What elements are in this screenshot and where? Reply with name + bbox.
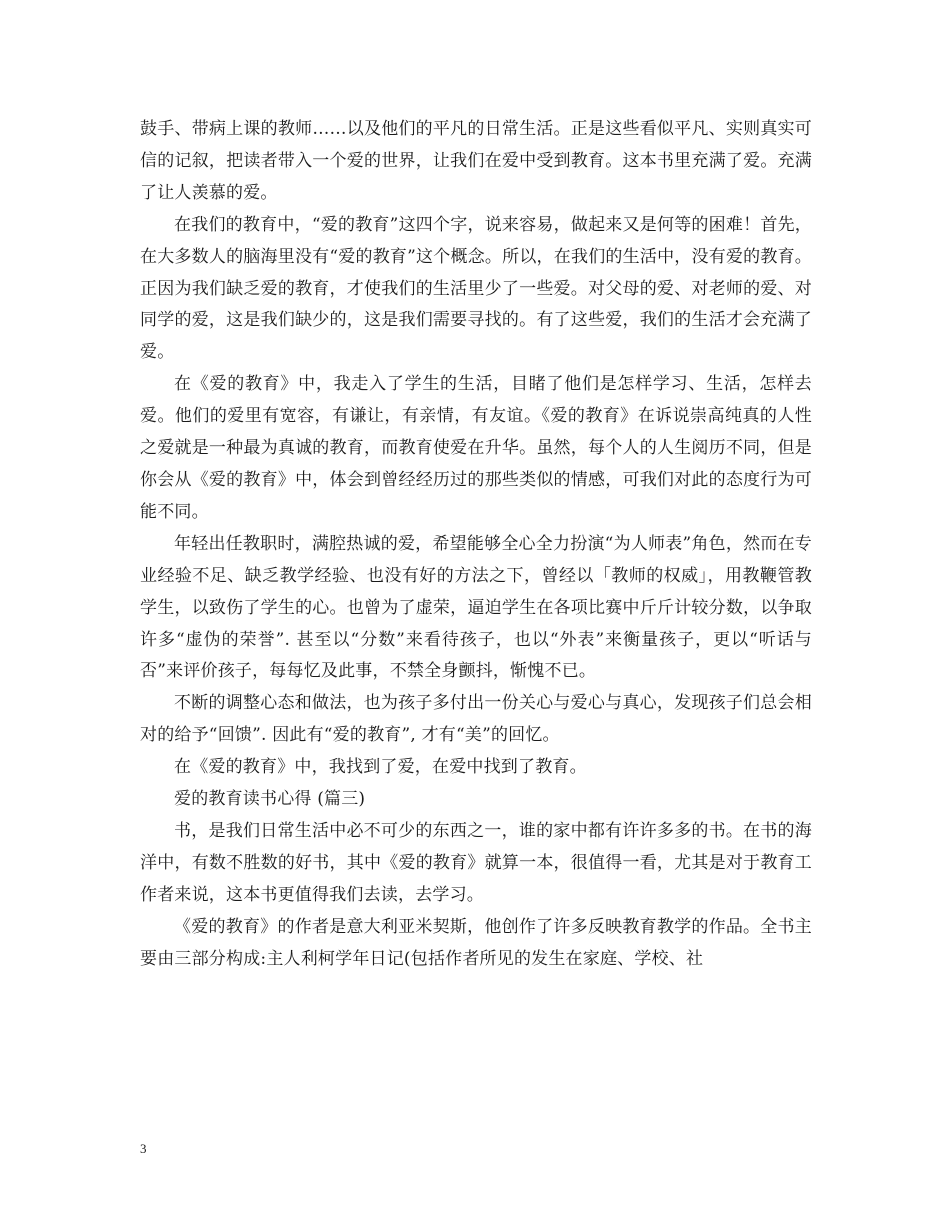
paragraph-3: 在《爱的教育》中，我走入了学生的生活，目睹了他们是怎样学习、生活，怎样去爱。他们的爱里有宽容，有谦让，有亲情，有友谊。《爱的教育》在诉说崇高纯真的人性之爱就是一种最为真诚的教育，而教育使爱在升华。虽然，每个人的人生阅历不同，但是你会从《爱的教育》中，体会到曾经经历过的那些类似的情感，可我们对此的态度行为可能不同。 xyxy=(140,374,812,522)
paragraph-2: 在我们的教育中，“爱的教育”这四个字，说来容易，做起来又是何等的困难！首先，在大多数人的脑海里没有“爱的教育”这个概念。所以，在我们的生活中，没有爱的教育。正因为我们缺乏爱的教育，才使我们的生活里少了一些爱。对父母的爱、对老师的爱、对同学的爱，这是我们缺少的，这是我们需要寻找的。有了这些爱，我们的生活才会充满了爱。 xyxy=(140,214,812,363)
paragraph-8: 《爱的教育》的作者是意大利亚米契斯，他创作了许多反映教育教学的作品。全书主要由三部分构成:主人利柯学年日记(包括作者所见的发生在家庭、学校、社 xyxy=(140,916,812,969)
paragraph-6: 在《爱的教育》中，我找到了爱，在爱中找到了教育。 xyxy=(174,757,587,778)
paragraph-1: 鼓手、带病上课的教师……以及他们的平凡的日常生活。正是这些看似平凡、实则真实可信的记叙，把读者带入一个爱的世界，让我们在爱中受到教育。这本书里充满了爱。充满了让人羡慕的爱。 xyxy=(140,119,812,203)
page-number: 3 xyxy=(140,1141,147,1156)
paragraph-4: 年轻出任教职时，满腔热诚的爱，希望能够全心全力扮演“为人师表”角色，然而在专业经验不足、缺乏教学经验、也没有好的方法之下，曾经以「教师的权威」，用教鞭管教学生，以致伤了学生的心。也曾为了虚荣，逼迫学生在各项比赛中斤斤计较分数，以争取许多“虚伪的荣誉”. 甚至以“分数”来看待孩子，也以“外表”来衡量孩子，更以“听话与否”来评价孩子，每每忆及此事，不禁全身颤抖，惭愧不已。 xyxy=(140,533,812,682)
paragraph-7: 书，是我们日常生活中必不可少的东西之一，谁的家中都有许许多多的书。在书的海洋中，有数不胜数的好书，其中《爱的教育》就算一本，很值得一看，尤其是对于教育工作者来说，这本书更值得我们去读，去学习。 xyxy=(140,820,812,905)
section-heading: 爱的教育读书心得 (篇三) xyxy=(174,789,366,810)
document-body xyxy=(140,114,812,975)
paragraph-5: 不断的调整心态和做法，也为孩子多付出一份关心与爱心与真心，发现孩子们总会相对的给予“回馈”. 因此有“爱的教育”, 才有“美”的回忆。 xyxy=(140,693,812,746)
